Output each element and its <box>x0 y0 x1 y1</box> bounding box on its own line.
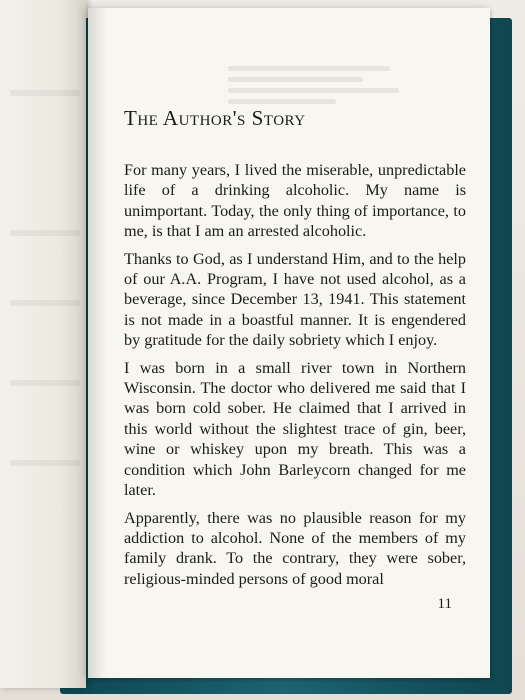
body-text <box>124 160 466 596</box>
text-bleed <box>10 460 80 466</box>
text-bleed <box>10 90 80 96</box>
chapter-title: The Author's Story <box>124 106 306 130</box>
gutter-shadow <box>88 8 106 678</box>
book-page <box>88 8 490 678</box>
paragraph: I was born in a small river town in Northern Wisconsin. The doctor who delivered me said that I was born cold sober. He claimed that I arrived in this world without the slightest trace of gin, beer, wine or whiskey upon my breath. This was a condition which John Barleycorn changed for me later. <box>124 358 466 500</box>
text-bleed <box>10 230 80 236</box>
previous-page <box>0 0 86 688</box>
paragraph: Thanks to God, as I understand Him, and to the help of our A.A. Program, I have not used alcohol, as a beverage, since December 13, 1941. This statement is not made in a boastful manner. It is engendered by gratitude for the daily sobriety which I enjoy. <box>124 249 466 350</box>
text-bleed <box>10 380 80 386</box>
page-number: 11 <box>437 596 452 612</box>
text-bleed <box>10 300 80 306</box>
paragraph: For many years, I lived the miserable, unpredictable life of a drinking alcoholic. My name is unimportant. Today, the only thing of importance, to me, is that I am an arrested alcoholic. <box>124 161 466 241</box>
paragraph: Apparently, there was no plausible reason for my addiction to alcohol. None of the members of my family drank. To the contrary, they were sober, religious-minded persons of good moral <box>124 508 466 588</box>
